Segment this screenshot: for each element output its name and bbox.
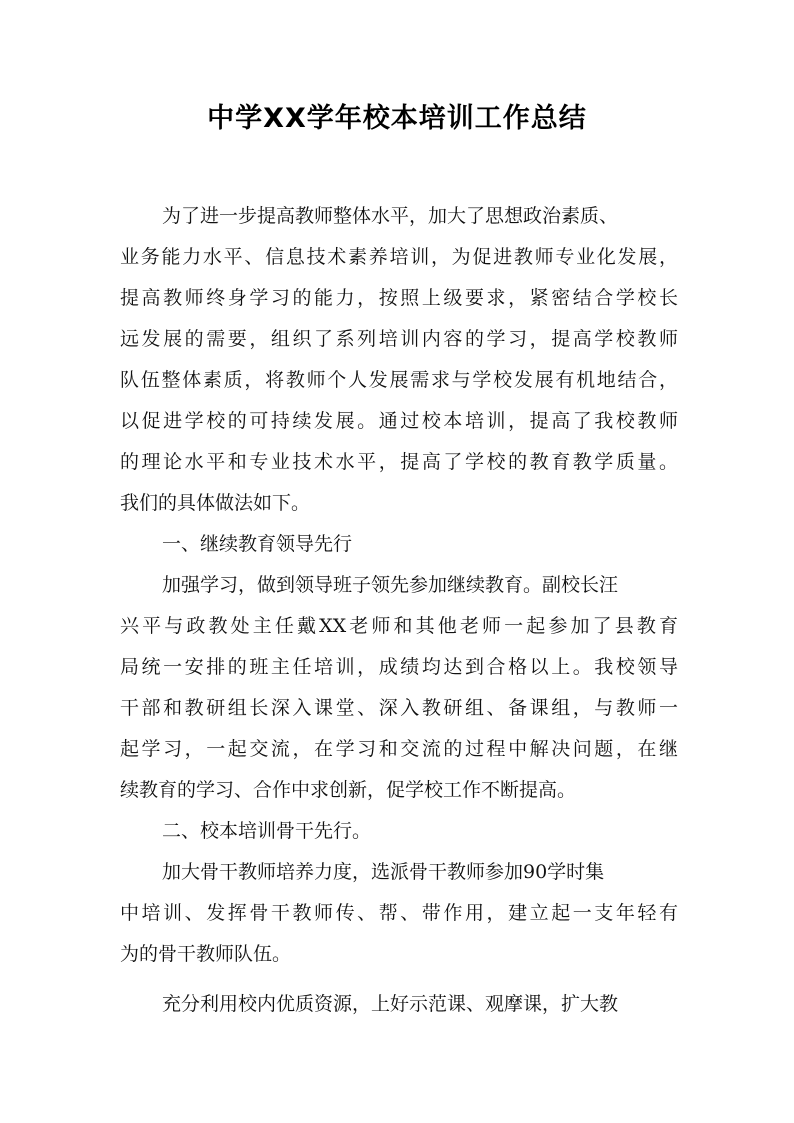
section-heading-1: 一、继续教育领导先行	[162, 533, 353, 555]
paragraph-line: 以促进学校的可持续发展。通过校本培训，提高了我校教师	[120, 410, 678, 432]
paragraph-line: 远发展的需要，组织了系列培训内容的学习，提高学校教师	[120, 328, 678, 350]
document-title: 中学XX学年校本培训工作总结	[207, 103, 587, 134]
paragraph-gap	[120, 975, 678, 984]
paragraph-line: 兴平与政教处主任戴XX老师和其他老师一起参加了县教育	[120, 615, 678, 637]
document-body	[120, 196, 678, 1025]
paragraph-line: 起学习，一起交流，在学习和交流的过程中解决问题，在继	[120, 738, 678, 760]
paragraph-line: 为了进一步提高教师整体水平，加大了思想政治素质、	[162, 205, 619, 227]
paragraph-line: 局统一安排的班主任培训，成绩均达到合格以上。我校领导	[120, 656, 678, 678]
paragraph-line: 的理论水平和专业技术水平，提高了学校的教育教学质量。	[120, 451, 678, 473]
paragraph-line: 干部和教研组长深入课堂、深入教研组、备课组，与教师一	[120, 697, 678, 719]
paragraph-line: 我们的具体做法如下。	[120, 492, 311, 514]
paragraph-line: 加大骨干教师培养力度，选派骨干教师参加90学时集	[162, 861, 605, 883]
paragraph-line: 队伍整体素质，将教师个人发展需求与学校发展有机地结合，	[120, 369, 678, 391]
paragraph-line: 提高教师终身学习的能力，按照上级要求，紧密结合学校长	[120, 287, 678, 309]
paragraph-line: 续教育的学习、合作中求创新，促学校工作不断提高。	[120, 779, 577, 801]
paragraph-line: 业务能力水平、信息技术素养培训，为促进教师专业化发展，	[120, 246, 678, 268]
section-heading-2: 二、校本培训骨干先行。	[162, 820, 372, 842]
paragraph-line: 充分利用校内优质资源，上好示范课、观摩课，扩大教	[162, 993, 619, 1015]
paragraph-line: 加强学习，做到领导班子领先参加继续教育。副校长汪	[162, 574, 619, 596]
paragraph-line: 中培训、发挥骨干教师传、帮、带作用，建立起一支年轻有	[120, 902, 678, 924]
paragraph-line: 为的骨干教师队伍。	[120, 943, 292, 965]
